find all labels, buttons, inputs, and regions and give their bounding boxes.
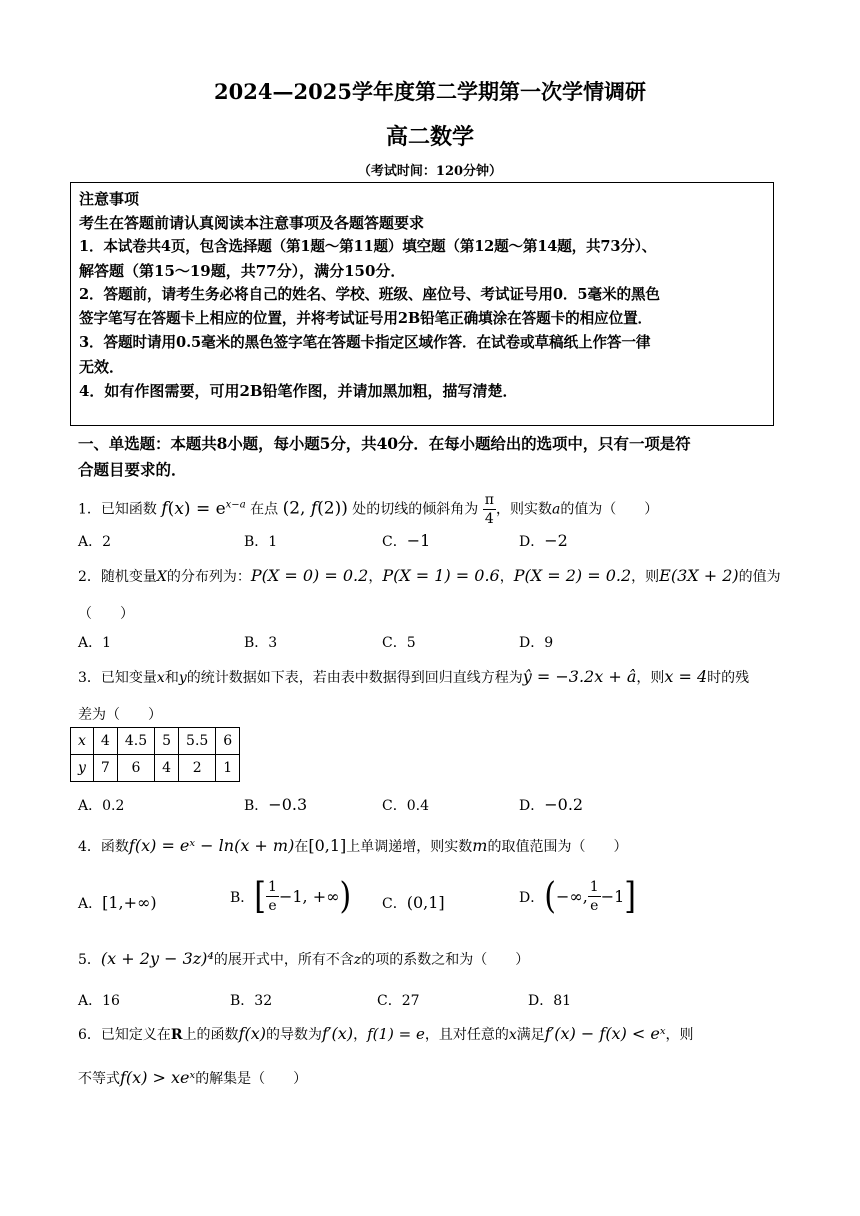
q5-var-z: z — [353, 952, 362, 968]
table-cell: 6 — [117, 755, 154, 782]
q6-stem-k: 的解集是（ ） — [195, 1071, 308, 1087]
question-6-stem-2 — [78, 1068, 307, 1088]
question-1-stem — [78, 488, 658, 528]
q1-option-d[interactable] — [519, 531, 568, 551]
q4-option-d-head: −∞, — [555, 887, 588, 906]
table-cell: 4.5 — [117, 728, 154, 755]
question-6-stem — [78, 1024, 694, 1044]
q2-paren: （ ） — [78, 606, 134, 622]
q2-stem-c: 的分布列为： — [166, 569, 251, 585]
q1-option-d-value: −2 — [544, 531, 568, 550]
q1-option-a[interactable]: A．2 — [78, 534, 112, 550]
q2-p1: P(X = 1) = 0.6 — [382, 566, 500, 585]
q3-option-d-value: −0.2 — [544, 795, 584, 814]
q3-condition: x = 4 — [664, 667, 708, 686]
notice-line-1: 1．本试卷共4页，包含选择题（第1题～第11题）填空题（第12题～第14题，共73分）、 — [79, 238, 657, 255]
q2-var-x: X — [156, 569, 167, 585]
q3-stem-a: 3．已知变量 — [78, 670, 157, 686]
table-cell: 5.5 — [179, 728, 216, 755]
notice-subheading: 考生在答题前请认真阅读本注意事项及各题答题要求 — [79, 214, 425, 232]
notice-line-4: 签字笔写在答题卡上相应的位置，并将考试证号用2B铅笔正确填涂在答题卡的相应位置． — [79, 310, 653, 327]
notice-line-6: 无效． — [79, 358, 125, 376]
q4-option-a[interactable] — [78, 893, 157, 913]
q3-data-table — [70, 727, 240, 782]
table-cell: 2 — [179, 755, 216, 782]
q4-option-d-tail: −1 — [600, 887, 625, 906]
q1-option-c[interactable] — [382, 531, 430, 551]
q4-stem-c: 上单调递增，则实数 — [346, 839, 473, 855]
q4-option-d-open-paren: ( — [544, 875, 556, 918]
q5-option-b[interactable]: B．32 — [230, 993, 273, 1009]
question-4-stem — [78, 836, 627, 856]
notice-heading: 注意事项 — [79, 190, 140, 208]
q1-point: (2, f(2)) — [282, 498, 348, 519]
exam-subject: 高二数学 — [385, 124, 474, 150]
q1-function: f — [161, 498, 168, 519]
q3-stem-h: 差为（ ） — [78, 707, 162, 723]
q4-option-d-fraction: $\frac{1}{e}$ — [589, 879, 599, 914]
q3-var-x: x — [156, 670, 165, 686]
q2-stem-d: ，则 — [631, 569, 660, 585]
q6-fprime: f′(x) — [322, 1024, 354, 1043]
q3-stem-e: 的统计数据如下表，若由表中数据得到回归直线方程为 — [186, 670, 523, 686]
question-2-stem: 2．随机变量X的分布列为：P(X = 0) = 0.2，P(X = 1) = 0.6，P(X = 2) = 0.2，则E(3X + 2)的值为 — [78, 566, 781, 585]
q2-p0: P(X = 0) = 0.2 — [250, 566, 369, 585]
q4-option-a-value: [1,+∞) — [102, 893, 157, 912]
q2-p2: P(X = 2) = 0.2 — [513, 566, 632, 585]
q6-stem-a: 6．已知定义在 — [78, 1027, 171, 1043]
q4-stem-a: 4．函数 — [78, 839, 129, 855]
q5-stem-b: 的展开式中，所有不含 — [213, 952, 354, 968]
q3-stem-f: ，则 — [636, 670, 665, 686]
q3-stem-g: 时的残 — [707, 670, 750, 686]
q2-option-c[interactable]: C．5 — [382, 635, 416, 651]
q4-var-m: m — [472, 836, 488, 855]
q3-option-b-label: B． — [244, 798, 269, 814]
q4-option-b-close-paren: ) — [339, 875, 352, 918]
q2-option-a[interactable]: A．1 — [78, 635, 112, 651]
q2-stem-e: 的值为 — [738, 569, 781, 585]
q5-option-c[interactable]: C．27 — [377, 993, 420, 1009]
q5-option-a[interactable]: A．16 — [78, 993, 120, 1009]
table-cell: 5 — [155, 728, 179, 755]
q3-option-b[interactable] — [244, 795, 307, 815]
table-cell: x — [71, 728, 94, 755]
q6-stem-j: 不等式 — [78, 1071, 120, 1087]
q5-stem-d: 的项的系数之和为（ ） — [361, 952, 530, 968]
q6-inequality-2: f(x) > xeˣ — [120, 1068, 196, 1087]
q6-stem-c: 上的函数 — [182, 1027, 239, 1043]
q6-stem-f: ，且对任意的 — [424, 1027, 509, 1043]
q1-stem-d: ，则实数 — [495, 501, 552, 518]
q6-f: f(x) — [238, 1024, 266, 1043]
table-cell: 1 — [216, 755, 240, 782]
notice-box — [70, 182, 774, 426]
q4-stem-b: 在 — [294, 839, 309, 855]
table-row — [71, 755, 240, 782]
q1-option-d-label: D． — [519, 534, 545, 550]
question-3-stem — [78, 667, 749, 687]
q1-stem-c: 处的切线的倾斜角为 — [352, 501, 479, 518]
notice-line-2: 解答题（第15～19题，共77分），满分150分． — [79, 262, 406, 280]
q6-stem-h: 满足 — [516, 1027, 545, 1043]
q4-option-c[interactable] — [382, 893, 445, 913]
q2-option-d[interactable]: D．9 — [519, 635, 554, 651]
q2-stem-a: 2．随机变量 — [78, 569, 157, 585]
q6-stem-d: 的导数为 — [266, 1027, 322, 1043]
q4-option-a-label: A． — [78, 896, 103, 912]
table-cell: 4 — [93, 728, 117, 755]
q1-option-c-label: C． — [382, 534, 407, 550]
notice-line-5: 3．答题时请用0.5毫米的黑色签字笔在答题卡指定区域作答．在试卷或草稿纸上作答一律 — [79, 334, 651, 351]
q4-option-d-close-bracket: ] — [624, 875, 637, 918]
q3-stem-c: 和 — [164, 670, 179, 686]
exam-time-note: （考试时间：120分钟） — [357, 164, 503, 179]
q4-option-d-label: D． — [519, 889, 545, 906]
table-cell: y — [71, 755, 94, 782]
table-cell: 4 — [155, 755, 179, 782]
q4-option-b-tail: −1, +∞ — [278, 887, 340, 906]
q4-option-c-value: (0,1] — [406, 893, 445, 912]
q4-option-b[interactable] — [230, 875, 352, 918]
q5-option-d[interactable]: D．81 — [528, 993, 572, 1009]
q3-option-b-value: −0.3 — [268, 795, 308, 814]
q6-inequality: f′(x) − f(x) < eˣ — [544, 1024, 666, 1043]
q4-option-c-label: C． — [382, 896, 407, 912]
section-heading-line-1: 一、单选题：本题共8小题，每小题5分，共40分．在每小题给出的选项中，只有一项是符 — [78, 434, 691, 453]
q6-stem-i: ，则 — [665, 1027, 694, 1043]
q1-stem-a: 1．已知函数 — [78, 501, 157, 518]
q1-stem-f: 的值为（ ） — [560, 501, 659, 518]
q6-var-x: x — [508, 1027, 517, 1043]
q4-option-b-label: B． — [230, 889, 255, 906]
q1-stem-b: 在点 — [250, 501, 279, 518]
question-5-stem — [78, 949, 529, 969]
table-cell: 6 — [216, 728, 240, 755]
q4-stem-e: 的取值范围为（ ） — [487, 839, 628, 855]
notice-line-3: 2．答题前，请考生务必将自己的姓名、学校、班级、座位号、考试证号用0．5毫米的黑色 — [79, 286, 660, 303]
q3-option-d-label: D． — [519, 798, 545, 814]
table-row — [71, 728, 240, 755]
table-cell: 7 — [93, 755, 117, 782]
q1-var-a: a — [551, 501, 561, 518]
q2-expectation: E(3X + 2) — [659, 566, 739, 585]
q3-option-d[interactable] — [519, 795, 583, 815]
q1-option-c-value: −1 — [406, 531, 431, 550]
q1-function-arg: $(x) = e^{x-a}$ — [167, 498, 246, 519]
q3-option-a[interactable]: A．0.2 — [78, 798, 125, 814]
section-heading-line-2: 合题目要求的． — [78, 460, 187, 479]
q6-set-r: R — [170, 1027, 183, 1043]
q3-var-y: y — [178, 670, 187, 686]
q5-expression: (x + 2y − 3z)⁴ — [100, 949, 214, 968]
q4-function: f(x) = eˣ − ln(x + m) — [128, 836, 295, 855]
q4-option-d[interactable] — [519, 875, 637, 918]
q4-option-b-fraction: $\frac{1}{e}$ — [268, 879, 277, 914]
q4-option-b-open-bracket: [ — [254, 875, 267, 918]
q6-stem-e: ， — [353, 1027, 368, 1043]
q3-regression-eq: ŷ = −3.2x + â — [522, 667, 637, 686]
q2-option-b[interactable]: B．3 — [244, 635, 278, 651]
q5-stem-a: 5． — [78, 952, 101, 968]
q4-interval: [0,1] — [308, 836, 347, 855]
q6-f1: f(1) = e — [367, 1025, 425, 1043]
q3-option-c[interactable]: C．0.4 — [382, 798, 429, 814]
q1-option-b[interactable]: B．1 — [244, 534, 278, 550]
q1-angle-fraction: $\frac{\pi}{4}$ — [484, 492, 494, 528]
notice-line-7: 4．如有作图需要，可用2B铅笔作图，并请加黑加粗，描写清楚． — [79, 382, 518, 400]
exam-title: 2024—2025学年度第二学期第一次学情调研 — [214, 79, 646, 104]
